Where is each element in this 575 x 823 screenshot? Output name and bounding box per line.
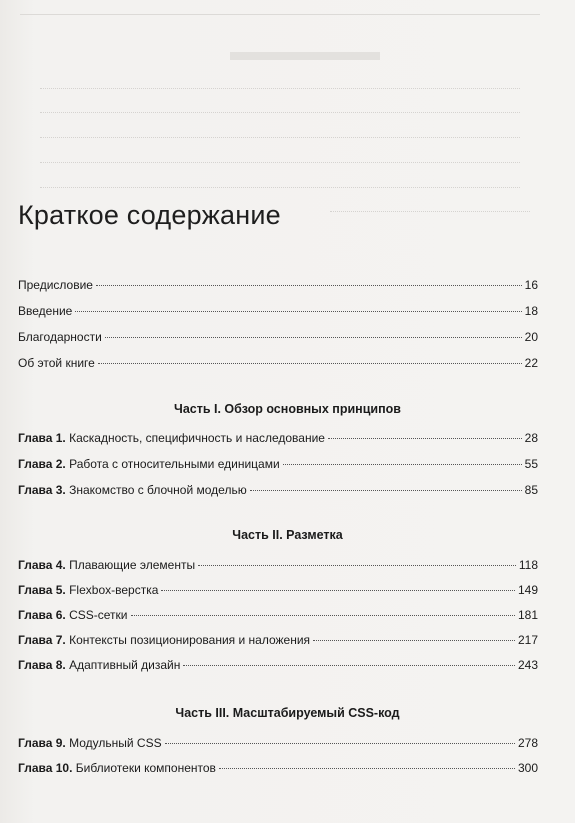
entry-label: Благодарности: [18, 330, 102, 344]
entry-label: Знакомство с блочной моделью: [69, 483, 247, 497]
entry-page: 278: [517, 736, 538, 750]
bleed-through-text: [0, 0, 575, 230]
entry-label: Библиотеки компонентов: [75, 761, 216, 775]
toc-entry: [18, 355, 538, 371]
toc-entry: [18, 582, 538, 598]
entry-label: Плавающие элементы: [69, 558, 196, 572]
ghost-line: [40, 187, 520, 188]
dot-leader: [250, 490, 522, 491]
part-1-list: [18, 430, 538, 498]
ghost-line: [330, 211, 530, 212]
toc-entry: [18, 557, 538, 573]
entry-label: Flexbox-верстка: [69, 583, 159, 597]
chapter-prefix: Глава 9.: [18, 736, 66, 750]
entry-page: 85: [524, 483, 538, 497]
toc-entry: [18, 482, 538, 498]
entry-label: CSS-сетки: [69, 608, 128, 622]
toc-entry: [18, 735, 538, 751]
toc-entry: [18, 760, 538, 776]
toc-entry: [18, 607, 538, 623]
toc-entry: [18, 277, 538, 293]
dot-leader: [313, 640, 515, 641]
entry-page: 243: [517, 658, 538, 672]
intro-list: [18, 277, 538, 371]
toc-entry: [18, 456, 538, 472]
dot-leader: [161, 590, 515, 591]
entry-page: 118: [518, 558, 538, 572]
ghost-line: [40, 162, 520, 163]
entry-page: 55: [524, 457, 538, 471]
entry-page: 20: [524, 330, 538, 344]
entry-label: Предисловие: [18, 278, 93, 292]
dot-leader: [183, 665, 515, 666]
entry-page: 149: [517, 583, 538, 597]
toc-entry: [18, 430, 538, 446]
dot-leader: [328, 438, 522, 439]
dot-leader: [105, 337, 522, 338]
dot-leader: [283, 464, 522, 465]
dot-leader: [165, 743, 515, 744]
entry-page: 18: [524, 304, 538, 318]
dot-leader: [98, 363, 522, 364]
dot-leader: [198, 565, 516, 566]
chapter-prefix: Глава 8.: [18, 658, 66, 672]
dot-leader: [96, 285, 522, 286]
chapter-prefix: Глава 1.: [18, 431, 66, 445]
entry-label: Контексты позиционирования и наложения: [69, 633, 311, 647]
part-heading: Часть III. Масштабируемый CSS-код: [175, 706, 400, 720]
entry-page: 22: [524, 356, 538, 370]
ghost-line: [40, 112, 520, 113]
toc-entry: [18, 329, 538, 345]
entry-label: Работа с относительными единицами: [69, 457, 280, 471]
chapter-prefix: Глава 10.: [18, 761, 73, 775]
dot-leader: [219, 768, 515, 769]
dot-leader: [75, 311, 521, 312]
part-2-list: [18, 557, 538, 673]
page-title: Краткое содержание: [18, 200, 281, 230]
ghost-line: [20, 8, 540, 15]
entry-label: Адаптивный дизайн: [69, 658, 181, 672]
chapter-prefix: Глава 6.: [18, 608, 66, 622]
ghost-line: [230, 52, 380, 60]
entry-label: Модульный CSS: [69, 736, 162, 750]
toc-entry: [18, 657, 538, 673]
chapter-prefix: Глава 2.: [18, 457, 66, 471]
entry-page: 16: [524, 278, 538, 292]
chapter-prefix: Глава 5.: [18, 583, 66, 597]
dot-leader: [131, 615, 515, 616]
ghost-line: [40, 137, 520, 138]
chapter-prefix: Глава 4.: [18, 558, 66, 572]
entry-label: Об этой книге: [18, 356, 95, 370]
toc-entry: [18, 632, 538, 648]
part-heading: Часть II. Разметка: [232, 528, 343, 542]
part-3-list: [18, 735, 538, 776]
entry-label: Каскадность, специфичность и наследование: [69, 431, 325, 445]
entry-page: 217: [517, 633, 538, 647]
entry-page: 181: [517, 608, 538, 622]
entry-label: Введение: [18, 304, 73, 318]
entry-page: 300: [517, 761, 538, 775]
chapter-prefix: Глава 3.: [18, 483, 66, 497]
chapter-prefix: Глава 7.: [18, 633, 66, 647]
ghost-line: [40, 88, 520, 89]
entry-page: 28: [524, 431, 538, 445]
part-heading: Часть I. Обзор основных принципов: [174, 402, 401, 416]
toc-entry: [18, 303, 538, 319]
